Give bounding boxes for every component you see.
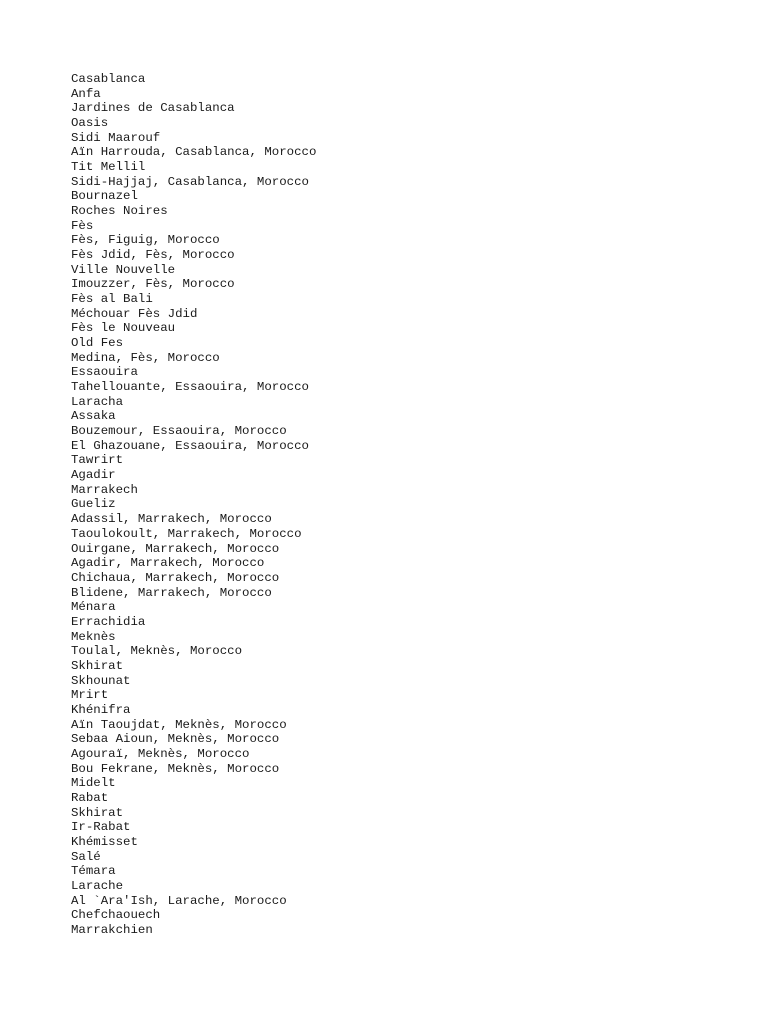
list-item: Essaouira — [71, 365, 138, 380]
list-item: Skhounat — [71, 673, 131, 688]
list-item: Rabat — [71, 790, 109, 805]
list-item: Sidi-Hajjaj, Casablanca, Morocco — [71, 174, 309, 189]
list-item: Casablanca — [71, 72, 146, 86]
list-item: Ir-Rabat — [71, 820, 131, 835]
list-item: Taoulokoult, Marrakech, Morocco — [71, 526, 302, 541]
list-item: Assaka — [71, 409, 116, 424]
list-item: Anfa — [71, 86, 101, 101]
list-item: Agouraï, Meknès, Morocco — [71, 746, 250, 761]
list-item: Fès, Figuig, Morocco — [71, 233, 220, 248]
place-name-list — [71, 72, 751, 938]
list-item: Ménara — [71, 600, 116, 615]
list-item: Jardines de Casablanca — [71, 101, 235, 116]
list-item: Mrirt — [71, 688, 109, 703]
list-item: Fès le Nouveau — [71, 321, 176, 336]
list-item: Roches Noires — [71, 204, 168, 219]
list-item: Imouzzer, Fès, Morocco — [71, 277, 235, 292]
list-item: Agadir — [71, 468, 116, 483]
list-item: Sidi Maarouf — [71, 130, 161, 145]
list-item: Aïn Taoujdat, Meknès, Morocco — [71, 717, 287, 732]
list-item: Fès Jdid, Fès, Morocco — [71, 248, 235, 263]
list-item: Ouirgane, Marrakech, Morocco — [71, 541, 280, 556]
list-item: Khémisset — [71, 834, 138, 849]
list-item: Aïn Harrouda, Casablanca, Morocco — [71, 145, 317, 160]
list-item: Toulal, Meknès, Morocco — [71, 644, 243, 659]
list-item: Bou Fekrane, Meknès, Morocco — [71, 761, 280, 776]
list-item: Méchouar Fès Jdid — [71, 306, 198, 321]
list-item: Meknès — [71, 629, 116, 644]
list-item: Midelt — [71, 776, 116, 791]
list-item: Laracha — [71, 394, 124, 409]
list-item: Blidene, Marrakech, Morocco — [71, 585, 272, 600]
list-item: Adassil, Marrakech, Morocco — [71, 512, 272, 527]
list-item: Marrakech — [71, 482, 138, 497]
list-item: Tahellouante, Essaouira, Morocco — [71, 380, 309, 395]
list-item: Chichaua, Marrakech, Morocco — [71, 570, 280, 585]
list-item: Medina, Fès, Morocco — [71, 350, 220, 365]
list-item: Old Fes — [71, 336, 124, 351]
list-item: Bouzemour, Essaouira, Morocco — [71, 424, 287, 439]
list-item: Skhirat — [71, 805, 124, 820]
list-item: Ville Nouvelle — [71, 262, 176, 277]
list-item: Tawrirt — [71, 453, 124, 468]
list-item: Gueliz — [71, 497, 116, 512]
list-item: Fès — [71, 218, 94, 233]
list-item: Bournazel — [71, 189, 138, 204]
list-item: Fès al Bali — [71, 292, 153, 307]
list-item: Salé — [71, 849, 101, 864]
list-item: Chefchaouech — [71, 908, 161, 923]
list-item: Témara — [71, 864, 116, 879]
list-item: Tit Mellil — [71, 160, 146, 175]
list-item: Khénifra — [71, 702, 131, 717]
list-item: Agadir, Marrakech, Morocco — [71, 556, 265, 571]
list-item: El Ghazouane, Essaouira, Morocco — [71, 438, 309, 453]
list-item: Larache — [71, 878, 124, 893]
list-item: Marrakchien — [71, 922, 153, 937]
list-item: Oasis — [71, 116, 109, 131]
list-item: Al `Ara'Ish, Larache, Morocco — [71, 893, 287, 908]
list-item: Errachidia — [71, 614, 146, 629]
list-item: Sebaa Aioun, Meknès, Morocco — [71, 732, 280, 747]
list-item: Skhirat — [71, 658, 124, 673]
document-page — [71, 72, 751, 938]
